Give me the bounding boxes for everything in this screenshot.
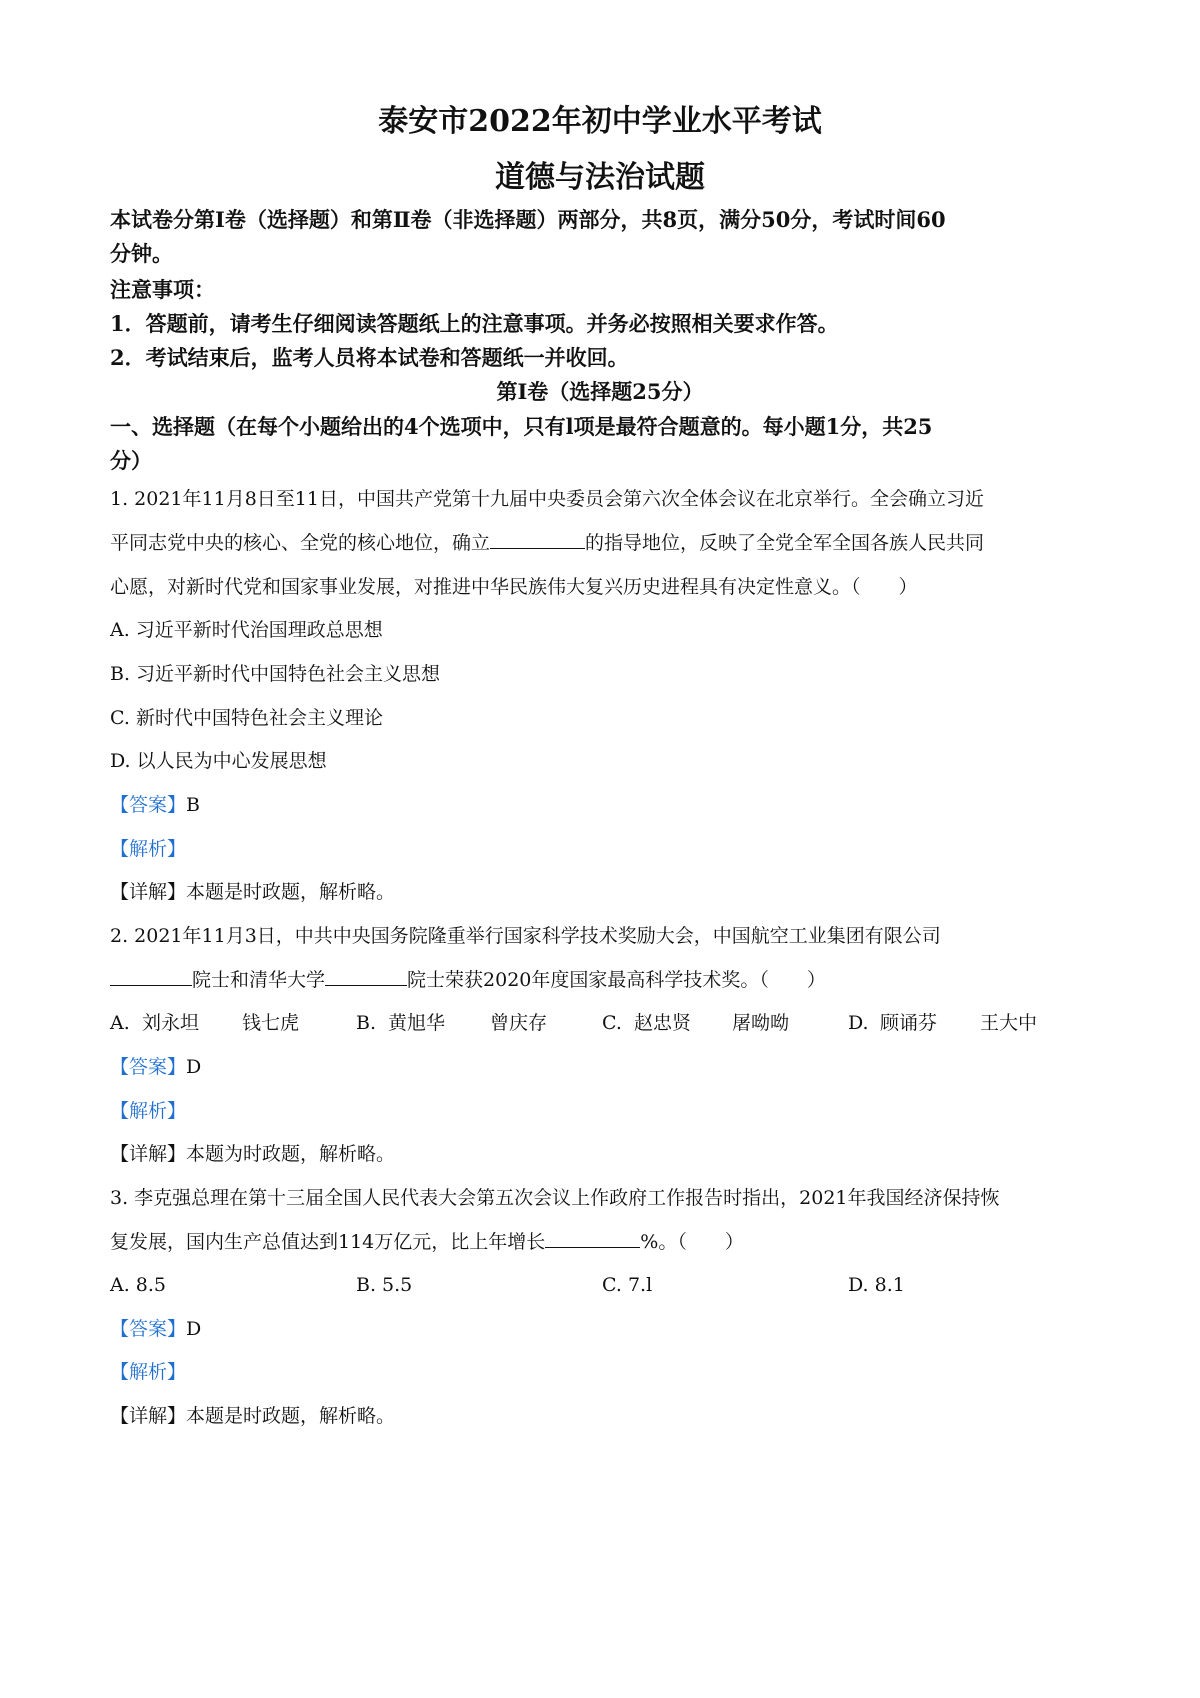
- q2-stem-line-2: [110, 965, 1100, 995]
- q1-stem-line-3: 心愿，对新时代党和国家事业发展，对推进中华民族伟大复兴历史进程具有决定性意义。（ ）: [110, 576, 918, 598]
- q1-stem-text-a: 平同志党中央的核心、全党的核心地位，确立: [110, 532, 491, 554]
- q2-stem-text-b: 院士荣获2020年度国家最高科学技术奖。（ ）: [407, 969, 826, 991]
- q2-stem-line-1: 2. 2021年11月3日，中共中央国务院隆重举行国家科学技术奖励大会，中国航空工业集团有限公司: [110, 925, 941, 947]
- q1-answer-value: B: [186, 794, 200, 816]
- q3-answer: [110, 1314, 1100, 1344]
- q2-option-a-name-1: 刘永坦: [142, 1012, 200, 1034]
- q2-detail: 【详解】本题为时政题，解析略。: [110, 1143, 396, 1165]
- q2-answer-value: D: [186, 1056, 202, 1078]
- q3-fill-blank: [545, 1228, 640, 1248]
- exam-title: 泰安市2022年初中学业水平考试: [378, 104, 822, 139]
- q2-fill-blank-1: [110, 966, 192, 986]
- q3-option-a: A. 8.5: [110, 1274, 167, 1296]
- q2-option-a-name-2: 钱七虎: [242, 1012, 300, 1034]
- intro-line-2: 分钟。: [110, 241, 173, 266]
- q2-option-d-name-2: 王大中: [980, 1012, 1038, 1034]
- q1-answer-label: 【答案】: [110, 794, 187, 816]
- q2-answer-label: 【答案】: [110, 1056, 187, 1078]
- q3-stem-text-b: %。（ ）: [640, 1231, 744, 1253]
- q1-answer: [110, 790, 1100, 820]
- q2-stem-text-a: 院士和清华大学: [192, 969, 326, 991]
- notice-item-1: 1．答题前，请考生仔细阅读答题纸上的注意事项。并务必按照相关要求作答。: [110, 311, 839, 336]
- q3-detail: 【详解】本题是时政题，解析略。: [110, 1405, 396, 1427]
- q2-analysis-label: 【解析】: [110, 1100, 187, 1122]
- q3-analysis-label: 【解析】: [110, 1361, 187, 1383]
- q3-stem-line-2: [110, 1227, 1100, 1257]
- q2-option-b-name-1: 黄旭华: [388, 1012, 446, 1034]
- q1-option-d: D. 以人民为中心发展思想: [110, 750, 327, 772]
- q3-stem-text-a: 复发展，国内生产总值达到114万亿元，比上年增长: [110, 1231, 546, 1253]
- q1-stem-line-1: 1. 2021年11月8日至11日，中国共产党第十九届中央委员会第六次全体会议在北京举行。全会确立习近: [110, 488, 984, 510]
- q3-stem-line-1: 3. 李克强总理在第十三届全国人民代表大会第五次会议上作政府工作报告时指出，2021年我国经济保持恢: [110, 1187, 1000, 1209]
- q3-option-d: D. 8.1: [848, 1274, 905, 1296]
- q2-option-a-letter: A.: [110, 1012, 130, 1034]
- q1-stem-line-2: [110, 528, 1100, 558]
- q1-detail: 【详解】本题是时政题，解析略。: [110, 881, 396, 903]
- q2-fill-blank-2: [325, 966, 407, 986]
- q2-option-c-name-2: 屠呦呦: [732, 1012, 790, 1034]
- q3-answer-label: 【答案】: [110, 1318, 187, 1340]
- section1-heading-line-2: 分）: [110, 448, 152, 473]
- q2-option-c-name-1: 赵忠贤: [634, 1012, 692, 1034]
- q2-answer: [110, 1052, 1100, 1082]
- notice-heading: 注意事项：: [110, 277, 215, 302]
- q1-analysis-label: 【解析】: [110, 838, 187, 860]
- q2-option-d-letter: D.: [848, 1012, 869, 1034]
- q1-stem-text-b: 的指导地位，反映了全党全军全国各族人民共同: [585, 532, 985, 554]
- q3-option-b: B. 5.5: [356, 1274, 413, 1296]
- q2-option-b-name-2: 曾庆存: [490, 1012, 548, 1034]
- q2-option-b-letter: B.: [356, 1012, 377, 1034]
- q3-answer-value: D: [186, 1318, 202, 1340]
- q1-fill-blank: [490, 529, 585, 549]
- exam-subtitle: 道德与法治试题: [495, 160, 705, 195]
- section1-heading-line-1: 一、选择题（在每个小题给出的4个选项中，只有l项是最符合题意的。每小题1分，共25: [110, 414, 933, 439]
- part1-title: 第Ⅰ卷（选择题25分）: [496, 379, 704, 404]
- intro-line-1: 本试卷分第Ⅰ卷（选择题）和第Ⅱ卷（非选择题）两部分，共8页，满分50分，考试时间60: [110, 207, 946, 232]
- notice-item-2: 2．考试结束后，监考人员将本试卷和答题纸一并收回。: [110, 345, 629, 370]
- q1-option-a: A. 习近平新时代治国理政总思想: [110, 619, 383, 641]
- q1-option-c: C. 新时代中国特色社会主义理论: [110, 707, 383, 729]
- q3-option-c: C. 7.l: [602, 1274, 653, 1296]
- q1-option-b: B. 习近平新时代中国特色社会主义思想: [110, 663, 441, 685]
- q2-option-d-name-1: 顾诵芬: [880, 1012, 938, 1034]
- q2-option-c-letter: C.: [602, 1012, 622, 1034]
